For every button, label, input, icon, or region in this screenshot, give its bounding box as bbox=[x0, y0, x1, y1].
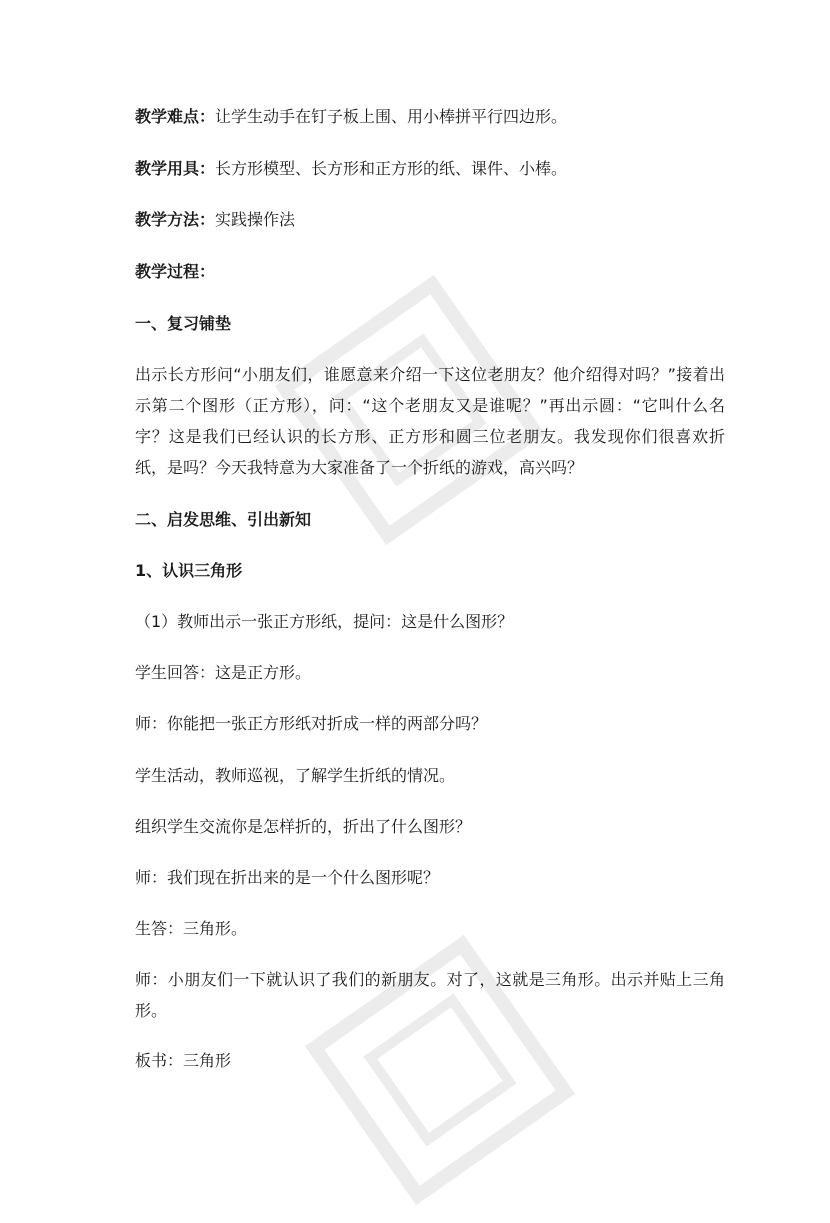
teaching-method-label: 教学方法： bbox=[135, 210, 216, 229]
teacher-question-line: 师：你能把一张正方形纸对折成一样的两部分吗？ bbox=[135, 714, 488, 733]
subsection-triangle-title: 1、认识三角形 bbox=[135, 561, 243, 580]
section-review-title: 一、复习铺垫 bbox=[135, 314, 232, 333]
teaching-tools-label: 教学用具： bbox=[135, 159, 216, 178]
teaching-method-text: 实践操作法 bbox=[215, 210, 296, 229]
teaching-tools-line bbox=[135, 158, 567, 180]
student-activity-line: 学生活动，教师巡视，了解学生折纸的情况。 bbox=[135, 766, 456, 785]
teaching-method-line bbox=[135, 209, 295, 231]
teaching-difficulty-text: 让学生动手在钉子板上围、用小棒拼平行四边形。 bbox=[215, 107, 568, 126]
teaching-process-heading: 教学过程： bbox=[135, 262, 216, 281]
blackboard-line: 板书：三角形 bbox=[135, 1051, 232, 1070]
section-new-knowledge-title: 二、启发思维、引出新知 bbox=[135, 510, 312, 529]
intro-paragraph: 出示长方形问“小朋友们，谁愿意来介绍一下这位老朋友？他介绍得对吗？”接着出示第二个图形（正方形），问：“这个老朋友又是谁呢？”再出示圆：“它叫什么名字？这是我们已经认识的长方形、正方形和圆三位老朋友。我发现你们很喜欢折纸，是吗？今天我特意为大家准备了一个折纸的游戏，高兴吗？ bbox=[135, 365, 725, 477]
student-answer-line: 学生回答：这是正方形。 bbox=[135, 663, 312, 682]
student-answer-2-line: 生答：三角形。 bbox=[135, 919, 248, 938]
step-1-line: （1）教师出示一张正方形纸，提问：这是什么图形？ bbox=[135, 612, 514, 631]
teaching-difficulty-line bbox=[135, 106, 567, 128]
teaching-tools-text: 长方形模型、长方形和正方形的纸、课件、小棒。 bbox=[215, 159, 568, 178]
teaching-difficulty-label: 教学难点： bbox=[135, 107, 216, 126]
teacher-question-2-line: 师：我们现在折出来的是一个什么图形呢？ bbox=[135, 868, 440, 887]
teacher-summary-paragraph: 师：小朋友们一下就认识了我们的新朋友。对了，这就是三角形。出示并贴上三角形。 bbox=[135, 970, 725, 1020]
watermark-logo-icon bbox=[287, 917, 593, 1223]
exchange-line: 组织学生交流你是怎样折的，折出了什么图形？ bbox=[135, 817, 472, 836]
